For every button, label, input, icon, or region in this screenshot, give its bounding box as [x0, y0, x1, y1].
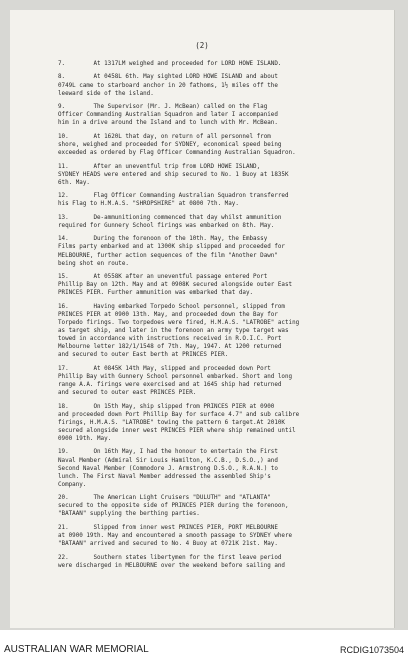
paragraph: 10. At 1620L that day, on return of all personnel from shore, weighed and proceeded for SYDNEY, economical speed being exceeded as ordered by Flag Officer Commanding Australian Squadron.	[58, 133, 296, 157]
paragraph: 7. At 1317LM weighed and proceeded for LORD HOWE ISLAND.	[58, 61, 282, 67]
paragraph: 8. At 0458L 6th. May sighted LORD HOWE ISLAND and about 0749L came to starboard anchor in 20 fathoms, 1½ miles off the leeward side of the island.	[58, 74, 278, 97]
footer-bar	[0, 641, 408, 666]
paragraph: 11. After an uneventful trip from LORD HOWE ISLAND, SYDNEY HEADS were entered and ship secured to No. 1 Buoy at 1835K 6th. May.	[58, 163, 289, 186]
document-body	[58, 60, 364, 575]
paragraph: 15. At 0558K after an uneventful passage entered Port Phillip Bay on 12th. May and at 0908K secured alongside outer East PRINCES PIER. Further ammunition was embarked that day.	[58, 274, 293, 297]
paragraph: 19. On 16th May, I had the honour to entertain the First Naval Member (Admiral Sir Louis Hamilton, K.C.B., D.S.O.,) and Second Naval Member (Commodore J. Armstrong D.S.O., R.A.N.) to lunch. The First Naval Member addressed the assembled Ship's Company.	[58, 449, 278, 488]
page-number: (2)	[195, 41, 209, 50]
document-page	[10, 10, 394, 628]
paragraph: 9. The Supervisor (Mr. J. McBean) called on the Flag Officer Commanding Australian Squadron and later I accompanied him in a drive around the Island and to lunch with Mr. McBean.	[58, 104, 278, 127]
paragraph: 21. Slipped from inner west PRINCES PIER, PORT MELBOURNE at 0900 19th. May and encountered a smooth passage to SYDNEY where "BATAAN" arrived and secured to No. 4 Buoy at 0721K 21st. May.	[58, 524, 293, 548]
paragraph: 16. Having embarked Torpedo School personnel, slipped from PRINCES PIER at 0900 13th. May, and proceeded down the Bay for Torpedo firings. Two torpedoes were fired, H.M.A.S. "LATROBE" acting as target ship, and later in the forenoon an army type target was towed in accordance with instructions received in R.O.I.C. Port Melbourne letter 182/1/1548 of 7th. May, 1947. At 1200 returned and secured to outer East berth at PRINCES PIER.	[58, 303, 300, 359]
footer-source-label: AUSTRALIAN WAR MEMORIAL	[4, 644, 149, 655]
paragraph: 18. On 15th May, ship slipped from PRINCES PIER at 0900 and proceeded down Port Phillip Bay for surface 4.7" and sub calibre firings, H.M.A.S. "LATROBE" towing the pattern 6 target.At 2010K secured alongside inner west PRINCES PIER where ship remained until 0900 19th. May.	[58, 403, 300, 442]
paragraph: 22. Southern states libertymen for the first leave period were discharged in MELBOURNE over the weekend before sailing and	[58, 554, 285, 569]
paragraph: 14. During the forenoon of the 10th. May, the Embassy Films party embarked and at 1300K ship slipped and proceeded for MELBOURNE, further action sequences of the film "Another Dawn" being shot en route.	[58, 236, 285, 267]
paragraph: 12. Flag Officer Commanding Australian Squadron transferred his Flag to H.M.A.S. "SHROPSHIRE" at 0800 7th. May.	[58, 193, 289, 208]
paragraph: 20. The American Light Cruisers "DULUTH" and "ATLANTA" secured to the opposite side of PRINCES PIER during the forenoon, "BATAAN" supplying the berthing parties.	[58, 495, 289, 518]
footer-record-id: RCDIG1073504	[339, 645, 404, 655]
paragraph: 13. De-ammunitioning commenced that day whilst ammunition required for Gunnery School firings was embarked on 8th. May.	[58, 214, 282, 229]
paragraph: 17. At 0845K 14th May, slipped and proceeded down Port Phillip Bay with Gunnery School personnel embarked. Short and long range A.A. firings were exercised and at 1645 ship had returned and secured to outer east PRINCES PIER.	[58, 365, 293, 397]
